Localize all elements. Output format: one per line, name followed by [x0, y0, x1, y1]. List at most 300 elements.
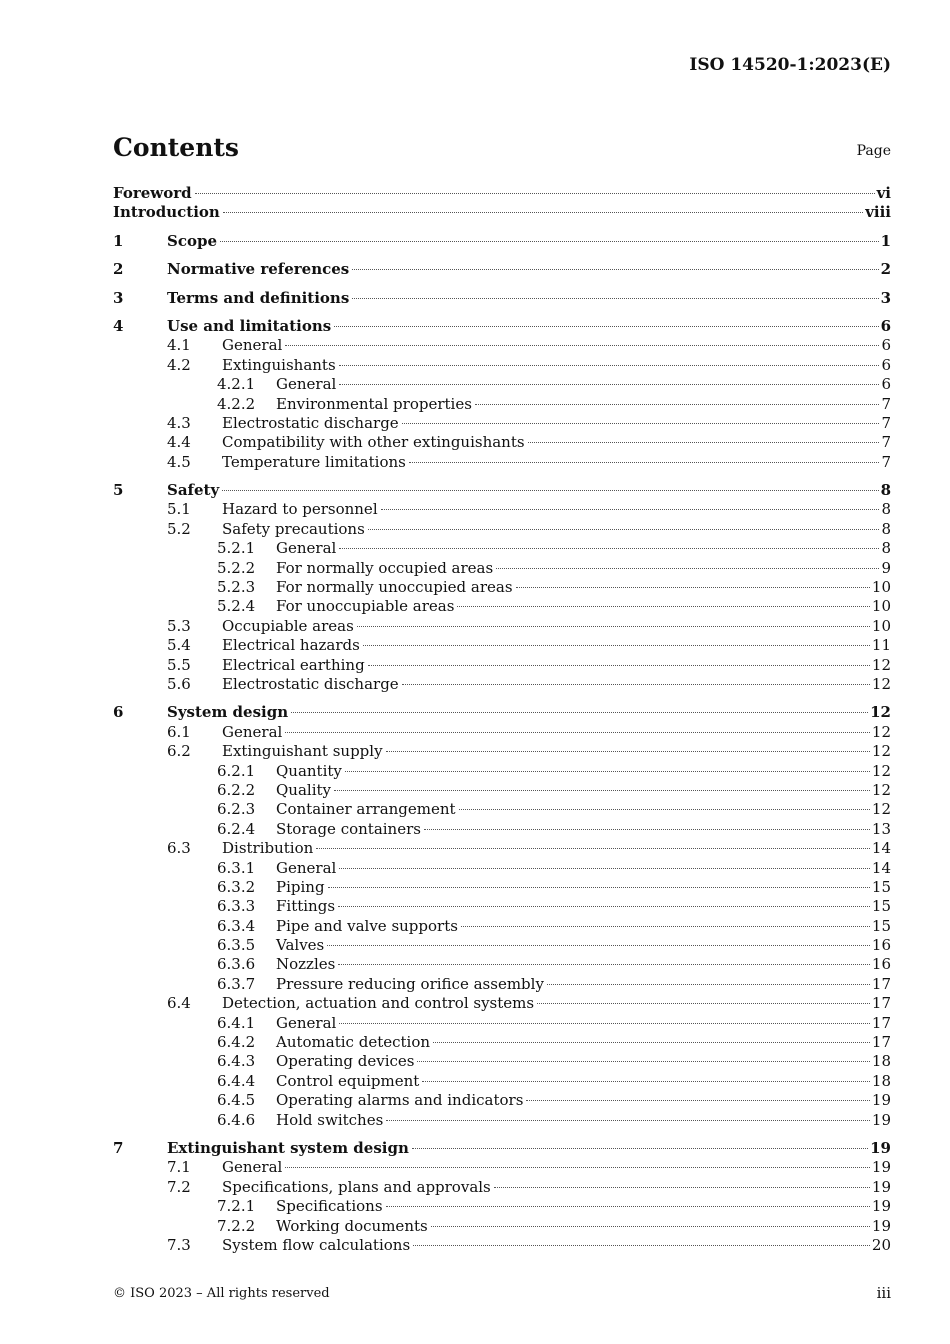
dot-leader — [338, 964, 870, 965]
toc-entry-line — [167, 289, 891, 308]
toc-entry-title[interactable]: Terms and definitions — [167, 288, 350, 307]
toc-entry-page[interactable]: 18 — [871, 1052, 891, 1071]
toc-entry-title[interactable]: Quantity — [276, 761, 342, 780]
toc-entry-number: 5.2.1 — [217, 539, 256, 558]
toc-entry-line — [222, 336, 891, 355]
toc-entry[interactable] — [113, 723, 891, 742]
toc-entry-line — [276, 1033, 891, 1052]
dot-leader — [368, 665, 870, 666]
toc-entry-page[interactable]: 14 — [871, 839, 891, 858]
toc-entry-number: 6.2.1 — [217, 761, 256, 780]
toc-entry[interactable] — [113, 520, 891, 539]
toc-entry-title[interactable]: Use and limitations — [167, 316, 332, 335]
toc-entry[interactable] — [113, 1178, 891, 1197]
dot-leader — [222, 490, 878, 491]
toc-entry-page[interactable]: 10 — [871, 616, 891, 635]
dot-leader — [334, 790, 870, 791]
toc-entry-page[interactable]: 20 — [871, 1235, 891, 1254]
toc-entry-title[interactable]: System flow calculations — [222, 1235, 411, 1254]
toc-entry[interactable] — [113, 675, 891, 694]
toc-entry-title[interactable]: Extinguishant system design — [167, 1138, 409, 1157]
toc-entry-number: 3 — [113, 288, 124, 307]
toc-entry-number: 6.1 — [167, 722, 191, 741]
toc-entry-page[interactable]: 12 — [871, 655, 891, 674]
dot-leader — [412, 1148, 868, 1149]
toc-entry[interactable] — [113, 762, 891, 781]
toc-entry-title[interactable]: Pressure reducing orifice assembly — [276, 974, 544, 993]
toc-entry-line — [113, 203, 891, 222]
toc-entry[interactable] — [113, 453, 891, 472]
toc-entry[interactable] — [113, 375, 891, 394]
toc-entry-page[interactable]: 15 — [871, 916, 891, 935]
toc-entry-title[interactable]: Specifications, plans and approvals — [222, 1177, 491, 1196]
toc-entry-line — [222, 617, 891, 636]
toc-entry[interactable] — [113, 1197, 891, 1216]
dot-leader — [338, 906, 870, 907]
dot-leader — [402, 684, 870, 685]
toc-entry-title[interactable]: Electrical hazards — [222, 636, 360, 655]
toc-entry[interactable] — [113, 597, 891, 616]
toc-entry-title[interactable]: System design — [167, 703, 289, 722]
toc-entry-line — [276, 975, 891, 994]
toc-entry-title[interactable]: Scope — [167, 231, 218, 250]
toc-entry-line — [276, 1217, 891, 1236]
toc-entry-line — [276, 859, 891, 878]
toc-entry-number: 1 — [113, 231, 124, 250]
dot-leader — [339, 1023, 870, 1024]
dot-leader — [461, 926, 870, 927]
toc-entry-number: 4.1 — [167, 336, 191, 355]
dot-leader — [223, 212, 863, 213]
toc-entry-number: 6.4 — [167, 994, 191, 1013]
toc-entry-page[interactable]: 8 — [881, 519, 891, 538]
toc-entry-line — [222, 994, 891, 1013]
toc-entry[interactable] — [113, 636, 891, 655]
toc-entry[interactable] — [113, 1217, 891, 1236]
toc-entry-number: 6.4.6 — [217, 1110, 256, 1129]
toc-entry-title[interactable]: General — [222, 722, 283, 741]
dot-leader — [357, 626, 870, 627]
toc-entry-line — [276, 955, 891, 974]
toc-entry[interactable] — [113, 1014, 891, 1033]
toc-entry-line — [222, 742, 891, 761]
dot-leader — [526, 1100, 870, 1101]
toc-entry-page[interactable]: 12 — [871, 761, 891, 780]
toc-entry-page[interactable]: 15 — [871, 897, 891, 916]
toc-entry-line — [276, 395, 891, 414]
toc-entry-page[interactable]: 7 — [881, 413, 891, 432]
dot-leader — [537, 1003, 870, 1004]
toc-entry[interactable] — [113, 1091, 891, 1110]
toc-entry[interactable] — [113, 1111, 891, 1130]
toc-entry-title[interactable]: General — [276, 375, 337, 394]
toc-entry-number: 5.2.3 — [217, 578, 256, 597]
toc-entry-page[interactable]: vi — [876, 184, 891, 202]
toc-entry-number: 6.3.6 — [217, 955, 256, 974]
toc-entry[interactable] — [113, 878, 891, 897]
toc-entry-line — [222, 453, 891, 472]
toc-entry-title[interactable]: Storage containers — [276, 819, 421, 838]
page-number: iii — [876, 1284, 891, 1302]
toc-entry-title[interactable]: Hold switches — [276, 1110, 384, 1129]
toc-entry-page[interactable]: viii — [865, 203, 891, 222]
toc-entry-page[interactable]: 3 — [880, 288, 891, 307]
dot-leader — [285, 732, 870, 733]
toc-entry[interactable] — [113, 742, 891, 761]
dot-leader — [368, 529, 880, 530]
toc-entry-title[interactable]: Container arrangement — [276, 800, 456, 819]
toc-entry-line — [222, 356, 891, 375]
toc-entry-number: 7.2.2 — [217, 1216, 256, 1235]
toc-entry-line — [276, 539, 891, 558]
toc-entry-number: 4.3 — [167, 413, 191, 432]
toc-entry[interactable] — [113, 897, 891, 916]
toc-entry-title[interactable]: Electrical earthing — [222, 655, 365, 674]
toc-entry-title[interactable]: Pipe and valve supports — [276, 916, 458, 935]
toc-entry[interactable] — [113, 260, 891, 279]
toc-entry-title[interactable]: General — [222, 1158, 283, 1177]
toc-entry-page[interactable]: 14 — [871, 858, 891, 877]
toc-entry-title[interactable]: Quality — [276, 780, 331, 799]
toc-entry[interactable] — [113, 820, 891, 839]
toc-entry-number: 7.3 — [167, 1235, 191, 1254]
toc-entry-number: 5.3 — [167, 616, 191, 635]
toc-entry-title[interactable]: Compatibility with other extinguishants — [222, 433, 525, 452]
toc-entry-page[interactable]: 12 — [871, 674, 891, 693]
toc-entry-number: 4.2.2 — [217, 394, 256, 413]
toc-entry-title[interactable]: General — [222, 336, 283, 355]
dot-leader — [339, 548, 879, 549]
dot-leader — [339, 365, 880, 366]
toc-entry[interactable] — [113, 500, 891, 519]
toc-entry-title[interactable]: Distribution — [222, 839, 314, 858]
toc-entry-page[interactable]: 19 — [871, 1110, 891, 1129]
dot-leader — [220, 241, 879, 242]
toc-entry-number: 4.5 — [167, 452, 191, 471]
toc-entry[interactable] — [113, 1139, 891, 1158]
dot-leader — [339, 868, 870, 869]
toc-entry-number: 6.4.2 — [217, 1033, 256, 1052]
dot-leader — [402, 423, 880, 424]
toc-entry[interactable] — [113, 356, 891, 375]
dot-leader — [475, 404, 880, 405]
toc-entry-page[interactable]: 16 — [871, 955, 891, 974]
dot-leader — [547, 984, 870, 985]
toc-entry-title[interactable]: Hazard to personnel — [222, 500, 378, 519]
toc-entry-page[interactable]: 16 — [871, 936, 891, 955]
toc-entry[interactable] — [113, 1052, 891, 1071]
toc-entry-title[interactable]: Fittings — [276, 897, 336, 916]
toc-entry[interactable] — [113, 317, 891, 336]
dot-leader — [352, 298, 878, 299]
toc-entry[interactable] — [113, 395, 891, 414]
toc-entry-page[interactable]: 7 — [881, 452, 891, 471]
toc-entry[interactable] — [113, 289, 891, 308]
toc-entry-line — [222, 723, 891, 742]
toc-entry-line — [167, 317, 891, 336]
toc-entry-number: 6.2 — [167, 742, 191, 761]
toc-entry[interactable] — [113, 1033, 891, 1052]
toc-entry[interactable] — [113, 481, 891, 500]
dot-leader — [386, 751, 870, 752]
toc-entry[interactable] — [113, 975, 891, 994]
toc-entry-number: 6.3 — [167, 839, 191, 858]
toc-entry-page[interactable]: 17 — [871, 1033, 891, 1052]
dot-leader — [457, 606, 870, 607]
toc-entry-number: 7 — [113, 1138, 124, 1157]
toc-entry-page[interactable]: 19 — [871, 1197, 891, 1216]
toc-entry-title[interactable]: Introduction — [113, 203, 220, 222]
dot-leader — [424, 829, 870, 830]
copyright-notice: © ISO 2023 – All rights reserved — [113, 1286, 330, 1301]
toc-entry-line — [222, 1178, 891, 1197]
toc-entry-number: 2 — [113, 260, 124, 279]
toc-entry-page[interactable]: 6 — [880, 316, 891, 335]
toc-entry-line — [222, 433, 891, 452]
toc-entry-title[interactable]: For normally occupied areas — [276, 558, 494, 577]
toc-entry-page[interactable]: 12 — [871, 722, 891, 741]
toc-entry-page[interactable]: 7 — [881, 433, 891, 452]
dot-leader — [291, 712, 868, 713]
toc-entry-title[interactable]: Safety precautions — [222, 519, 365, 538]
toc-entry[interactable] — [113, 656, 891, 675]
toc-entry-page[interactable]: 19 — [871, 1177, 891, 1196]
toc-entry[interactable] — [113, 617, 891, 636]
page-column-label: Page — [856, 143, 891, 159]
toc-entry-line — [276, 1197, 891, 1216]
page-title: Contents — [113, 133, 240, 162]
dot-leader — [516, 587, 870, 588]
toc-entry-number: 5.1 — [167, 500, 191, 519]
toc-entry-title[interactable]: Occupiable areas — [222, 616, 354, 635]
toc-entry-title[interactable]: Operating devices — [276, 1052, 415, 1071]
toc-entry-title[interactable]: Nozzles — [276, 955, 336, 974]
toc-entry[interactable] — [113, 917, 891, 936]
toc-entry-line — [276, 1052, 891, 1071]
toc-entry-line — [276, 559, 891, 578]
toc-entry-page[interactable]: 17 — [871, 994, 891, 1013]
toc-entry-page[interactable]: 6 — [881, 355, 891, 374]
toc-entry-page[interactable]: 19 — [871, 1158, 891, 1177]
toc-entry-title[interactable]: Electrostatic discharge — [222, 674, 399, 693]
toc-entry-page[interactable]: 7 — [881, 394, 891, 413]
toc-entry-page[interactable]: 12 — [871, 800, 891, 819]
toc-entry[interactable] — [113, 1072, 891, 1091]
toc-entry-title[interactable]: Environmental properties — [276, 394, 472, 413]
toc-entry-page[interactable]: 12 — [870, 703, 891, 722]
toc-entry-title[interactable]: Temperature limitations — [222, 452, 406, 471]
toc-entry-title[interactable]: General — [276, 539, 337, 558]
dot-leader — [496, 568, 879, 569]
toc-entry-number: 6.4.3 — [217, 1052, 256, 1071]
toc-entry-line — [276, 1091, 891, 1110]
toc-entry-page[interactable]: 17 — [871, 1013, 891, 1032]
toc-entry-number: 6.2.4 — [217, 819, 256, 838]
toc-entry[interactable] — [113, 703, 891, 722]
toc-entry-page[interactable]: 8 — [880, 481, 891, 500]
toc-entry-title[interactable]: Automatic detection — [276, 1033, 431, 1052]
toc-entry-page[interactable]: 8 — [881, 500, 891, 519]
toc-entry[interactable] — [113, 1236, 891, 1255]
toc-entry-number: 6.3.1 — [217, 858, 256, 877]
toc-entry-number: 6.3.4 — [217, 916, 256, 935]
toc-entry[interactable] — [113, 781, 891, 800]
toc-entry-line — [167, 1139, 891, 1158]
toc-entry[interactable] — [113, 414, 891, 433]
toc-entry-line — [222, 839, 891, 858]
toc-entry-line — [276, 762, 891, 781]
toc-entry-number: 6.3.5 — [217, 936, 256, 955]
toc-entry-line — [167, 481, 891, 500]
toc-entry-line — [276, 375, 891, 394]
toc-entry-number: 6.2.2 — [217, 780, 256, 799]
toc-entry-line — [276, 597, 891, 616]
toc-entry-title[interactable]: Working documents — [276, 1216, 428, 1235]
toc-entry[interactable] — [113, 184, 891, 203]
toc-entry-line — [167, 703, 891, 722]
toc-entry[interactable] — [113, 336, 891, 355]
toc-entry-title[interactable]: Extinguishant supply — [222, 742, 383, 761]
toc-entry-page[interactable]: 6 — [881, 375, 891, 394]
toc-entry-page[interactable]: 10 — [871, 578, 891, 597]
toc-entry-title[interactable]: Safety — [167, 481, 220, 500]
toc-entry-page[interactable]: 18 — [871, 1071, 891, 1090]
toc-entry-number: 7.2 — [167, 1177, 191, 1196]
toc-entry-number: 6.3.3 — [217, 897, 256, 916]
toc-entry-line — [276, 878, 891, 897]
toc-entry[interactable] — [113, 936, 891, 955]
dot-leader — [381, 509, 880, 510]
toc-entry-number: 5.4 — [167, 636, 191, 655]
toc-entry-title[interactable]: Specifications — [276, 1197, 383, 1216]
toc-entry-number: 5.6 — [167, 674, 191, 693]
toc-entry-page[interactable]: 19 — [870, 1138, 891, 1157]
toc-entry[interactable] — [113, 539, 891, 558]
toc-entry[interactable] — [113, 433, 891, 452]
toc-entry-number: 6.4.5 — [217, 1091, 256, 1110]
toc-entry-page[interactable]: 17 — [871, 974, 891, 993]
toc-entry-number: 7.2.1 — [217, 1197, 256, 1216]
toc-entry-title[interactable]: Electrostatic discharge — [222, 413, 399, 432]
toc-entry-line — [222, 500, 891, 519]
dot-leader — [431, 1226, 870, 1227]
toc-entry[interactable] — [113, 559, 891, 578]
dot-leader — [327, 945, 870, 946]
document-id: ISO 14520-1:2023(E) — [689, 55, 891, 75]
toc-entry-number: 5.5 — [167, 655, 191, 674]
toc-entry-page[interactable]: 1 — [880, 231, 891, 250]
toc-entry-title[interactable]: Valves — [276, 936, 325, 955]
toc-entry-title[interactable]: Extinguishants — [222, 355, 336, 374]
dot-leader — [386, 1206, 870, 1207]
toc-entry[interactable] — [113, 994, 891, 1013]
toc-entry-line — [276, 800, 891, 819]
toc-entry[interactable] — [113, 839, 891, 858]
toc-entry-page[interactable]: 19 — [871, 1091, 891, 1110]
toc-entry-page[interactable]: 19 — [871, 1216, 891, 1235]
toc-entry[interactable] — [113, 859, 891, 878]
toc-entry-number: 5 — [113, 481, 124, 500]
toc-entry-line — [276, 936, 891, 955]
toc-entry-line — [222, 520, 891, 539]
toc-entry-line — [276, 578, 891, 597]
toc-entry-line — [276, 1072, 891, 1091]
toc-entry-line — [276, 917, 891, 936]
toc-entry[interactable] — [113, 232, 891, 251]
toc-entry-title[interactable]: For unoccupiable areas — [276, 597, 455, 616]
toc-entry-line — [276, 1111, 891, 1130]
toc-entry-title[interactable]: Operating alarms and indicators — [276, 1091, 524, 1110]
dot-leader — [422, 1081, 870, 1082]
toc-entry-page[interactable]: 11 — [871, 636, 891, 655]
toc-entry-page[interactable]: 10 — [871, 597, 891, 616]
dot-leader — [413, 1245, 870, 1246]
toc-entry-line — [222, 414, 891, 433]
dot-leader — [386, 1120, 870, 1121]
toc-entry-number: 4.4 — [167, 433, 191, 452]
dot-leader — [352, 269, 878, 270]
toc-entry-title[interactable]: For normally unoccupied areas — [276, 578, 513, 597]
toc-entry[interactable] — [113, 578, 891, 597]
dot-leader — [195, 193, 875, 194]
dot-leader — [285, 1167, 870, 1168]
toc-entry-number: 5.2.2 — [217, 558, 256, 577]
toc-entry-line — [113, 184, 891, 203]
dot-leader — [433, 1042, 870, 1043]
dot-leader — [417, 1061, 869, 1062]
toc-entry-line — [222, 1236, 891, 1255]
toc-entry[interactable] — [113, 203, 891, 222]
toc-entry-line — [276, 897, 891, 916]
toc-entry-title[interactable]: Normative references — [167, 260, 350, 279]
toc-entry[interactable] — [113, 800, 891, 819]
toc-entry-title[interactable]: Foreword — [113, 184, 192, 202]
dot-leader — [345, 771, 870, 772]
toc-entry-number: 6.4.1 — [217, 1013, 256, 1032]
table-of-contents — [113, 184, 891, 1255]
toc-entry-page[interactable]: 12 — [871, 780, 891, 799]
toc-entry-page[interactable]: 15 — [871, 877, 891, 896]
toc-entry-number: 6 — [113, 703, 124, 722]
toc-entry-number: 6.2.3 — [217, 800, 256, 819]
toc-entry-line — [276, 820, 891, 839]
dot-leader — [363, 645, 870, 646]
toc-entry-number: 5.2.4 — [217, 597, 256, 616]
toc-entry-page[interactable]: 2 — [880, 260, 891, 279]
toc-entry-page[interactable]: 9 — [881, 558, 891, 577]
toc-entry-page[interactable]: 6 — [881, 336, 891, 355]
toc-entry-title[interactable]: Control equipment — [276, 1071, 420, 1090]
toc-entry-page[interactable]: 12 — [871, 742, 891, 761]
toc-entry-title[interactable]: Piping — [276, 877, 325, 896]
toc-entry-line — [222, 1158, 891, 1177]
toc-entry[interactable] — [113, 1158, 891, 1177]
toc-entry-number: 4.2.1 — [217, 375, 256, 394]
dot-leader — [494, 1187, 870, 1188]
toc-entry-page[interactable]: 13 — [871, 819, 891, 838]
dot-leader — [285, 345, 879, 346]
toc-entry-title[interactable]: General — [276, 1013, 337, 1032]
toc-entry-title[interactable]: General — [276, 858, 337, 877]
toc-entry-number: 6.3.2 — [217, 877, 256, 896]
toc-entry-number: 4.2 — [167, 355, 191, 374]
toc-entry-line — [276, 781, 891, 800]
toc-entry-page[interactable]: 8 — [881, 539, 891, 558]
dot-leader — [528, 442, 880, 443]
toc-entry-title[interactable]: Detection, actuation and control systems — [222, 994, 535, 1013]
toc-entry[interactable] — [113, 955, 891, 974]
toc-entry-line — [222, 636, 891, 655]
